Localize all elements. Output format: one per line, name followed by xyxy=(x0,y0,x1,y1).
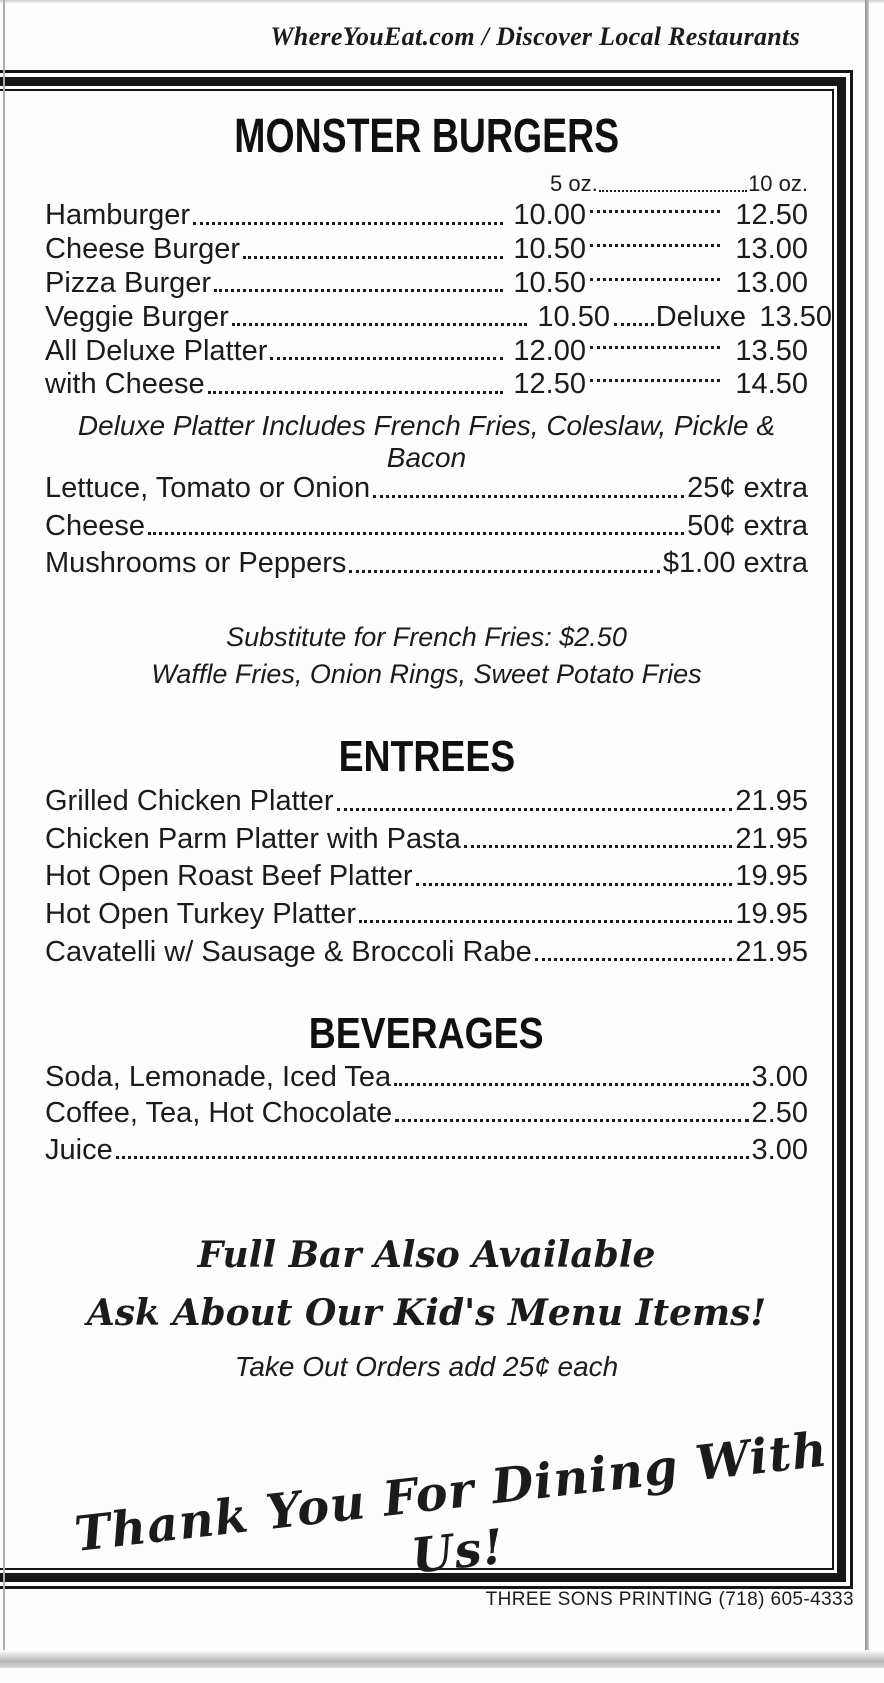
item-price: 3.00 xyxy=(751,1133,808,1166)
item-price-10oz: 13.00 xyxy=(735,233,808,266)
section-title-beverages xyxy=(45,1011,808,1057)
menu-content xyxy=(45,0,832,1683)
item-price-5oz: 12.00 xyxy=(513,334,586,367)
section-title-entrees-text: ENTREES xyxy=(338,732,515,781)
mid-zone xyxy=(586,210,722,221)
item-price: 21.95 xyxy=(735,935,808,968)
item-name: Veggie Burger xyxy=(45,300,229,333)
thank-you-message: Thank You For Dining With Us! xyxy=(71,1421,831,1585)
mid-label-deluxe: Deluxe xyxy=(655,300,746,333)
dot-leader xyxy=(590,244,720,247)
menu-item-row xyxy=(45,545,808,583)
dot-leader xyxy=(614,323,654,326)
menu-item-row xyxy=(45,1132,808,1169)
item-price-10oz: 14.50 xyxy=(735,368,808,401)
item-price: 19.95 xyxy=(735,860,808,893)
kids-menu-note: Ask About Our Kid's Menu Items! xyxy=(86,1292,767,1334)
dot-leader xyxy=(232,323,527,326)
dot-leader xyxy=(464,845,733,848)
dot-leader xyxy=(590,278,720,281)
item-name: Chicken Parm Platter with Pasta xyxy=(45,822,461,855)
menu-item-row xyxy=(45,334,808,368)
dot-leader xyxy=(116,1156,749,1159)
menu-item-row xyxy=(45,896,808,934)
item-name: Grilled Chicken Platter xyxy=(45,785,334,818)
menu-item-row xyxy=(45,1059,808,1096)
substitute-note-line2: Waffle Fries, Onion Rings, Sweet Potato Fries xyxy=(151,659,702,689)
item-price-10oz: 13.50 xyxy=(735,334,808,367)
dot-leader xyxy=(214,289,503,292)
dot-leader xyxy=(359,920,732,923)
item-price-10oz: 13.00 xyxy=(735,266,808,299)
item-name: Mushrooms or Peppers xyxy=(45,547,347,580)
mid-zone xyxy=(586,346,722,357)
site-header-tagline: WhereYouEat.com / Discover Local Restaurants xyxy=(270,22,800,51)
mid-zone xyxy=(586,278,722,289)
deluxe-platter-note: Deluxe Platter Includes French Fries, Coleslaw, Pickle & Bacon xyxy=(77,410,776,473)
item-name: Coffee, Tea, Hot Chocolate xyxy=(45,1097,393,1130)
dot-leader xyxy=(590,346,720,349)
item-price-5oz: 10.00 xyxy=(513,199,586,232)
item-name: Cheese Burger xyxy=(45,233,241,266)
menu-item-row xyxy=(45,233,808,267)
printer-credit: THREE SONS PRINTING (718) 605-4333 xyxy=(485,1589,854,1610)
item-price: 2.50 xyxy=(751,1097,808,1130)
item-price: 25¢ extra xyxy=(687,472,808,505)
item-price-10oz: 12.50 xyxy=(735,199,808,232)
dot-leader xyxy=(395,1119,748,1122)
item-name: Soda, Lemonade, Iced Tea xyxy=(45,1060,392,1093)
dot-leader xyxy=(599,190,747,192)
menu-item-row xyxy=(45,858,808,896)
substitute-note xyxy=(45,619,808,693)
item-price: 3.00 xyxy=(751,1060,808,1093)
dot-leader xyxy=(590,379,720,382)
menu-item-row xyxy=(45,783,808,821)
full-bar-note: Full Bar Also Available xyxy=(197,1234,656,1276)
menu-item-row xyxy=(45,199,808,233)
item-name: Hamburger xyxy=(45,199,191,232)
item-price-5oz: 10.50 xyxy=(513,266,586,299)
substitute-note-line1: Substitute for French Fries: $2.50 xyxy=(226,622,627,652)
section-title-entrees xyxy=(45,734,808,780)
dot-leader xyxy=(208,391,503,394)
page-edge-top xyxy=(0,0,884,4)
item-name: Pizza Burger xyxy=(45,266,212,299)
item-price: 21.95 xyxy=(735,785,808,818)
entrees-list xyxy=(45,783,808,971)
section-title-beverages-text: BEVERAGES xyxy=(309,1009,544,1058)
mid-zone xyxy=(586,379,722,390)
burger-list xyxy=(45,199,832,402)
menu-item-row xyxy=(45,933,808,971)
menu-item-row xyxy=(45,508,808,546)
section-title-burgers xyxy=(45,112,808,162)
item-price-5oz: 12.50 xyxy=(513,368,586,401)
takeout-note: Take Out Orders add 25¢ each xyxy=(234,1351,619,1382)
dot-leader xyxy=(193,222,503,225)
item-price: 21.95 xyxy=(735,822,808,855)
item-name: Hot Open Roast Beef Platter xyxy=(45,860,413,893)
item-price-5oz: 10.50 xyxy=(513,233,586,266)
item-price: 50¢ extra xyxy=(687,509,808,542)
mid-zone xyxy=(586,244,722,255)
dot-leader xyxy=(148,532,684,535)
dot-leader xyxy=(416,883,733,886)
dot-leader xyxy=(349,570,659,573)
section-title-burgers-text: MONSTER BURGERS xyxy=(234,110,619,163)
dot-leader xyxy=(243,256,503,259)
page-edge-right xyxy=(865,0,869,1668)
item-price-5oz: 10.50 xyxy=(537,300,610,333)
menu-item-row xyxy=(45,470,808,508)
page-edge-left xyxy=(3,0,5,1662)
page-edge-bottom xyxy=(0,1650,884,1668)
item-price: $1.00 extra xyxy=(662,547,808,580)
item-price: 19.95 xyxy=(735,898,808,931)
menu-item-row xyxy=(45,267,808,301)
menu-item-row xyxy=(45,368,808,402)
dot-leader xyxy=(535,958,733,961)
item-name: Lettuce, Tomato or Onion xyxy=(45,472,371,505)
item-name: Cavatelli w/ Sausage & Broccoli Rabe xyxy=(45,935,532,968)
menu-item-row xyxy=(45,1096,808,1133)
menu-item-row xyxy=(45,300,832,334)
item-name: Cheese xyxy=(45,509,145,542)
dot-leader xyxy=(373,495,684,498)
dot-leader xyxy=(270,357,503,360)
beverages-list xyxy=(45,1059,808,1169)
size-column-header xyxy=(550,171,808,197)
mid-zone xyxy=(610,301,746,334)
menu-item-row xyxy=(45,821,808,859)
size-label-large: 10 oz. xyxy=(748,171,808,196)
dot-leader xyxy=(337,808,733,811)
item-name: with Cheese xyxy=(45,368,205,401)
item-name: Hot Open Turkey Platter xyxy=(45,898,357,931)
item-name: All Deluxe Platter xyxy=(45,334,268,367)
dot-leader xyxy=(590,210,720,213)
item-price-10oz: 13.50 xyxy=(759,300,832,333)
size-label-small: 5 oz. xyxy=(550,171,598,196)
extras-list xyxy=(45,470,808,583)
dot-leader xyxy=(394,1083,748,1086)
item-name: Juice xyxy=(45,1133,113,1166)
